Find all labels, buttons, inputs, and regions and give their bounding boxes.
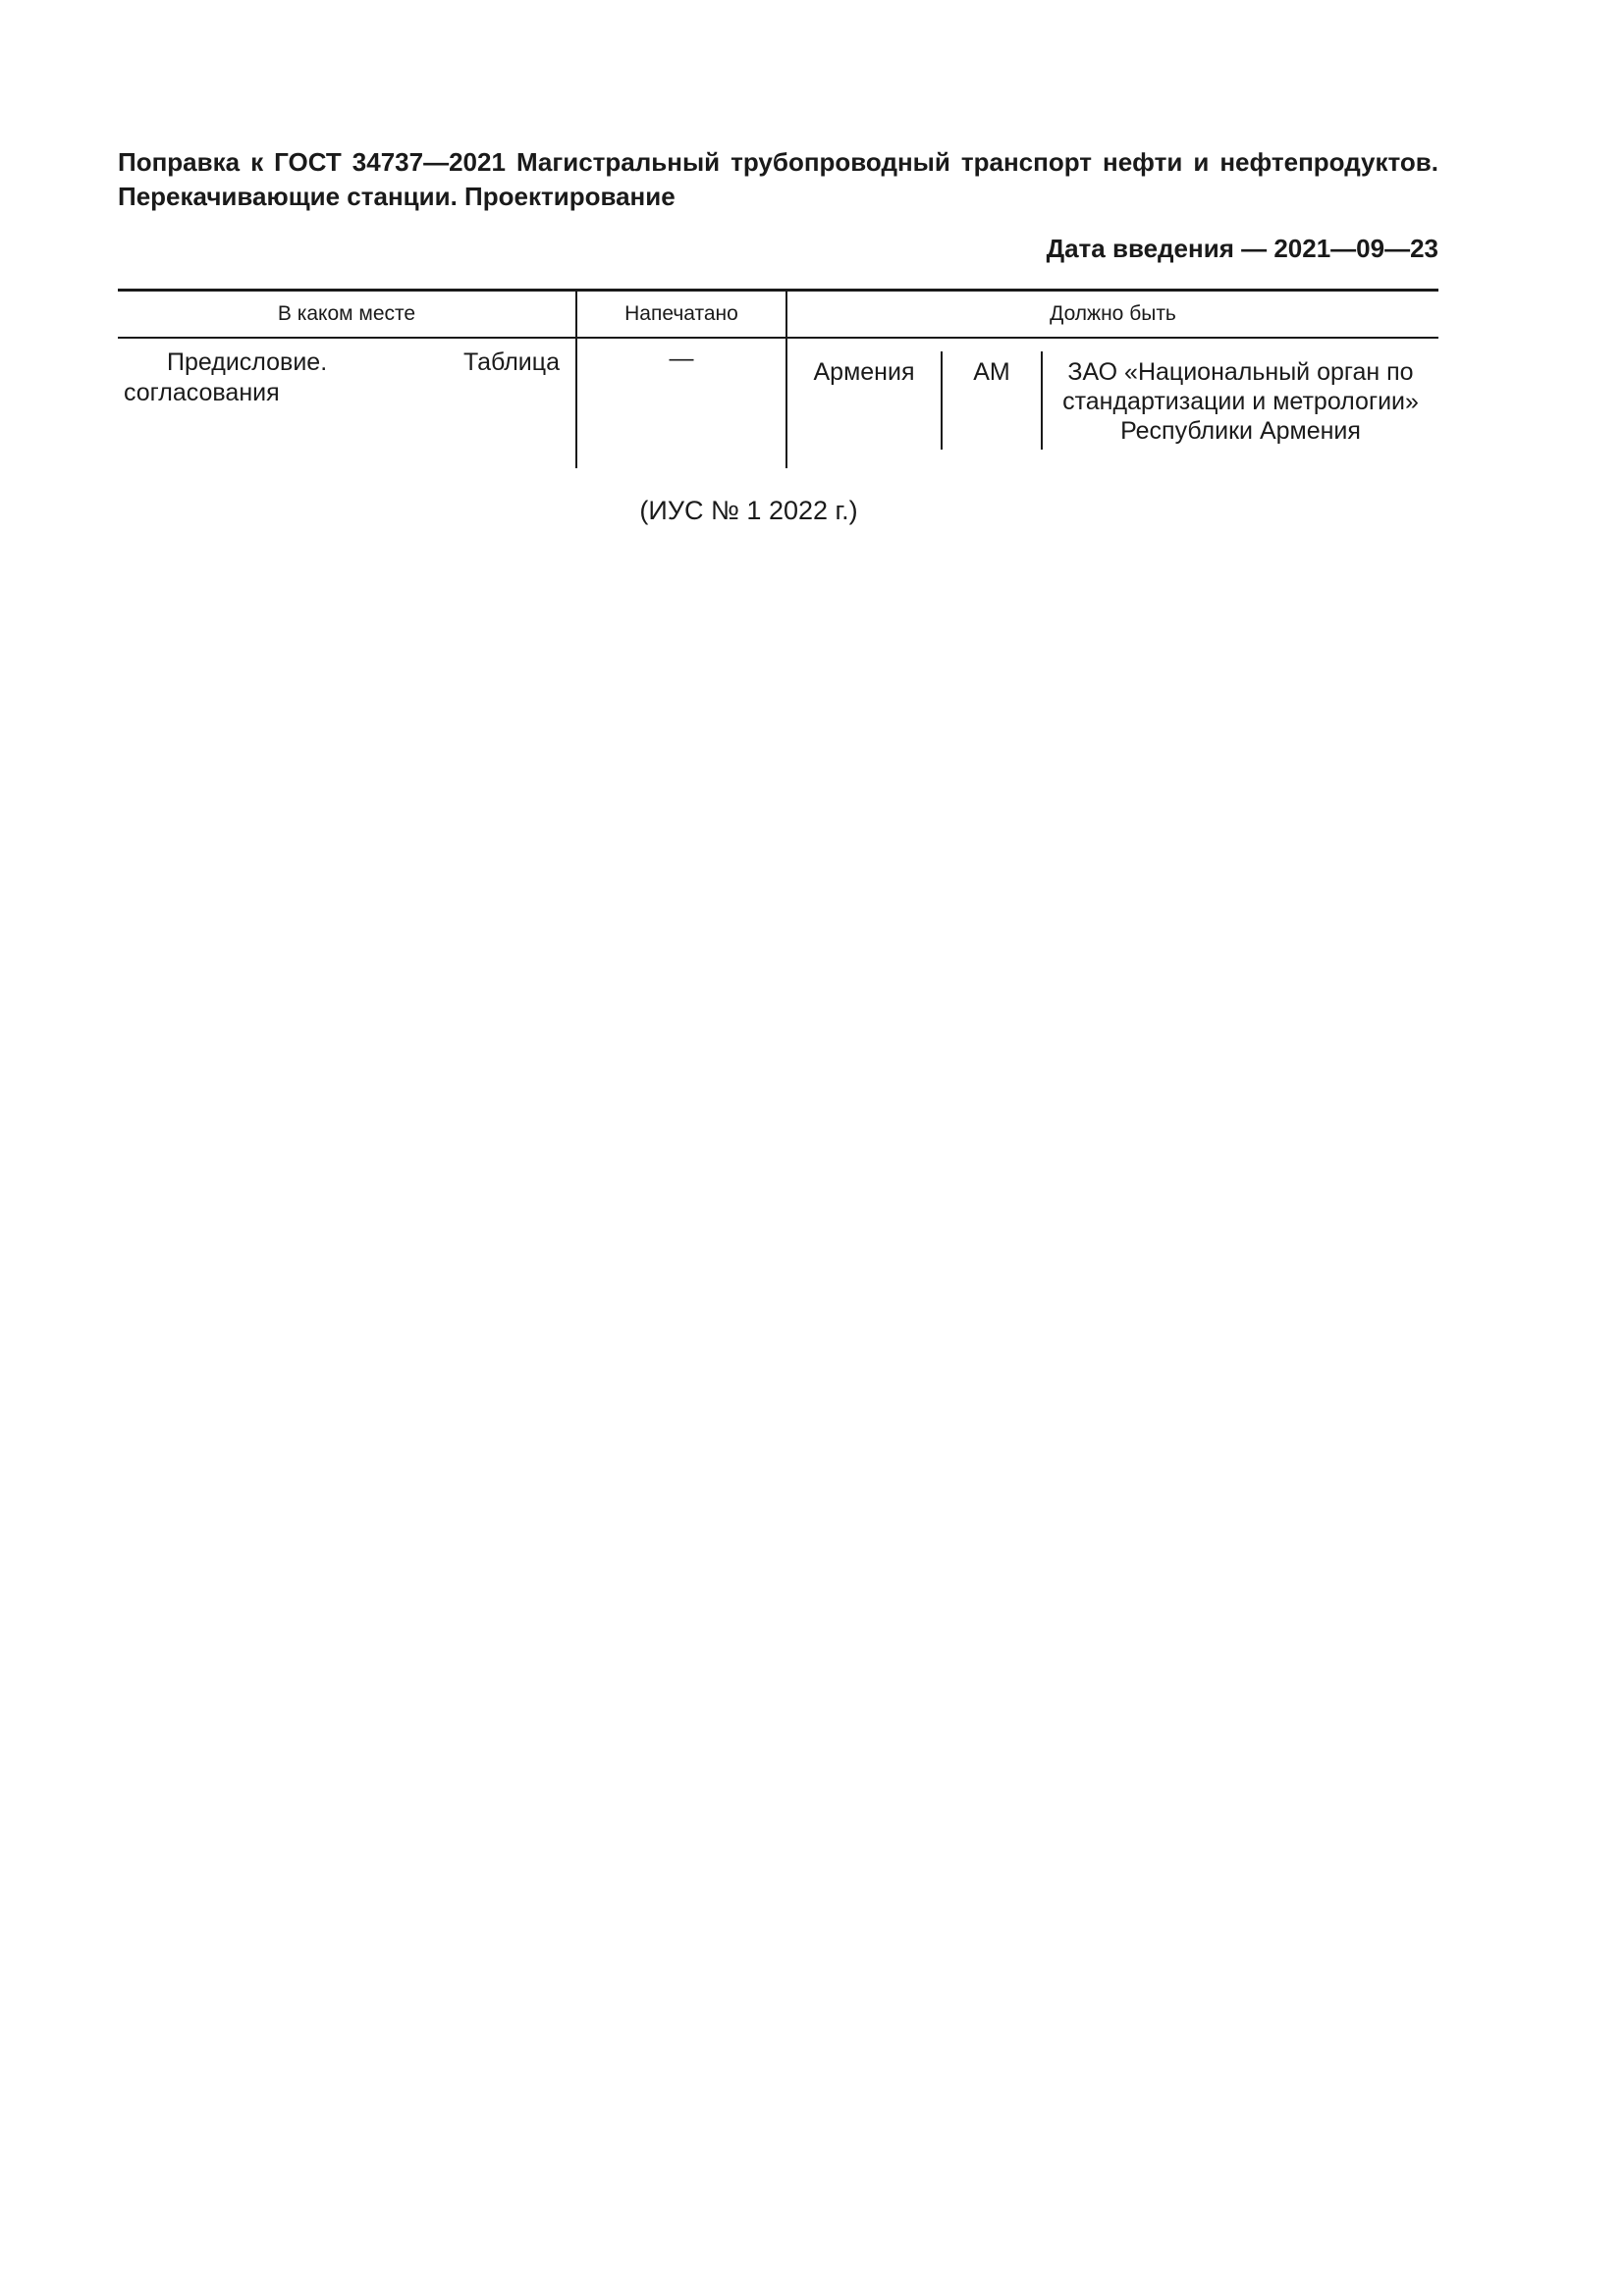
cell-country-code: AM: [973, 358, 1010, 386]
document-title: Поправка к ГОСТ 34737—2021 Магистральный трубопроводный транспорт нефти и нефтепродуктов. Перекачивающие станции. Проектирование: [118, 147, 1438, 211]
cell-where: Предисловие. Таблица согласования: [124, 348, 560, 406]
table-top-rule: [118, 289, 1438, 292]
header-where: В каком месте: [277, 302, 416, 325]
table-header-rule: [118, 337, 1438, 339]
effective-date: Дата введения — 2021—09—23: [1046, 234, 1438, 263]
header-printed: Напечатано: [624, 302, 738, 325]
cell-printed: —: [669, 345, 694, 372]
cell-organization: ЗАО «Национальный орган по стандартизации и метрологии» Республики Армения: [1062, 358, 1419, 445]
cell-country: Армения: [813, 358, 915, 386]
header-should-be: Должно быть: [1050, 302, 1176, 325]
amendment-table: [118, 289, 1438, 468]
ius-reference: (ИУС № 1 2022 г.): [639, 496, 858, 525]
